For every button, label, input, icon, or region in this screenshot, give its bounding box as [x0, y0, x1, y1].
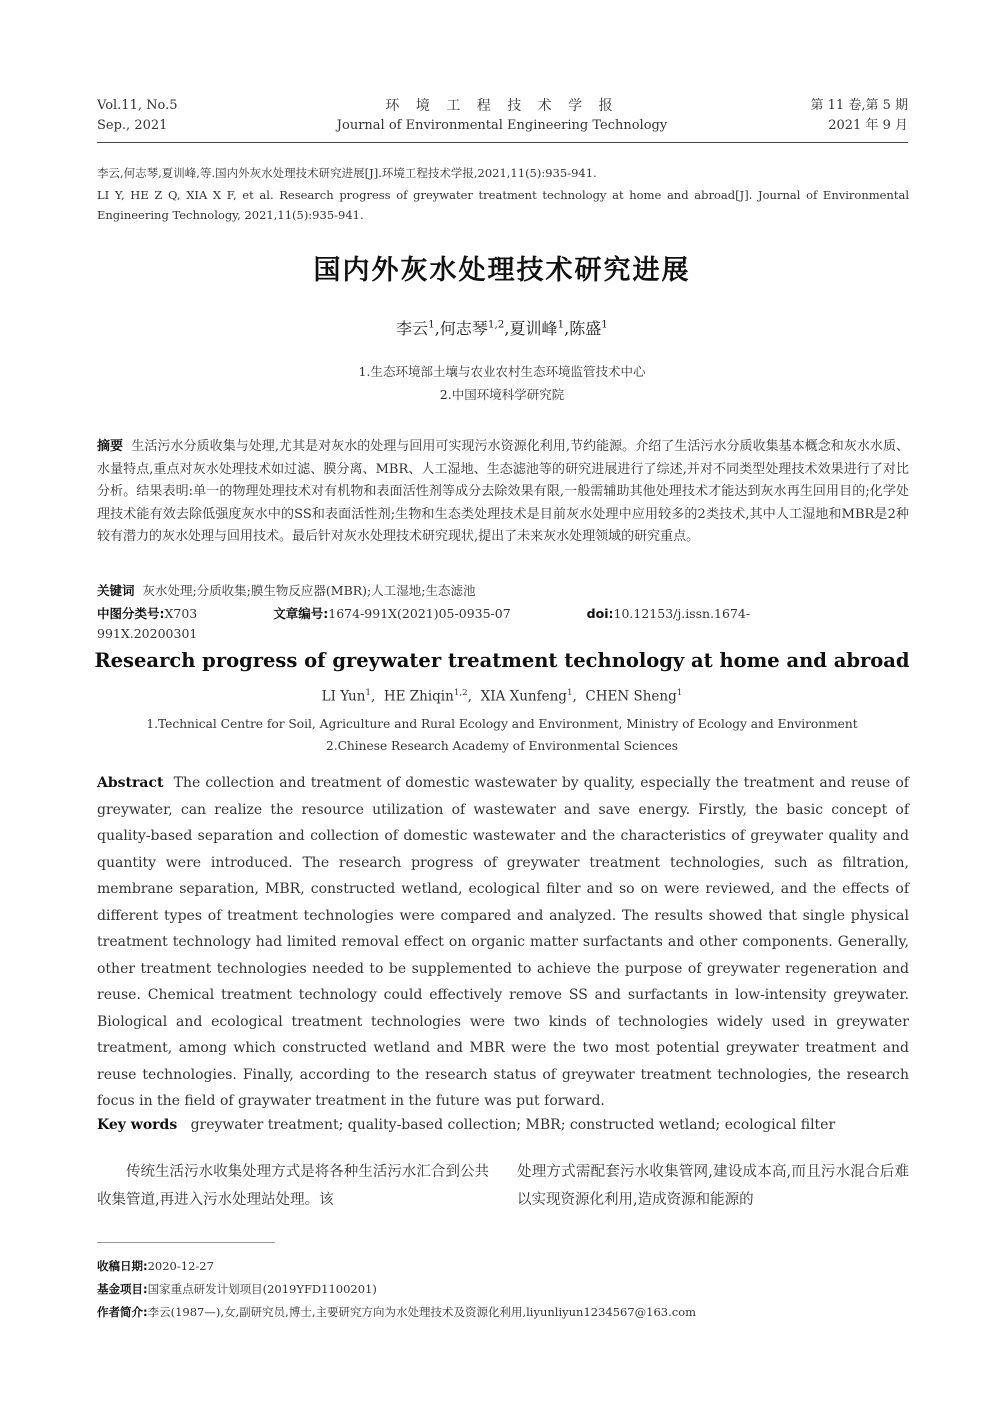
- abstract-cn: [97, 436, 909, 549]
- volume-en: Vol.11, No.5: [97, 98, 178, 113]
- author-name: XIA Xunfeng: [480, 688, 567, 705]
- clc-value: X703: [164, 606, 198, 621]
- footnote-received: [97, 1256, 909, 1276]
- keywords-cn-text: 灰水处理;分质收集;膜生物反应器(MBR);人工湿地;生态滤池: [142, 583, 476, 598]
- author-sup: 1,2: [453, 688, 468, 698]
- abstract-en: [97, 770, 909, 1115]
- abstract-en-label: Abstract: [97, 775, 164, 791]
- author-sup: 1: [428, 318, 435, 331]
- author-bio-label: 作者简介:: [97, 1305, 148, 1319]
- article-no-group: [273, 606, 546, 621]
- footnote-author: [97, 1302, 909, 1322]
- author-name: 陈盛: [569, 319, 602, 338]
- citation-cn: 李云,何志琴,夏训峰,等.国内外灰水处理技术研究进展[J].环境工程技术学报,2021,11(5):935-941.: [97, 166, 597, 180]
- author-name: 何志琴: [439, 319, 488, 338]
- affiliation-en-2: 2.Chinese Research Academy of Environmental Sciences: [325, 739, 679, 753]
- date-en: Sep., 2021: [97, 118, 168, 133]
- author-name: 李云: [396, 319, 429, 338]
- affiliation-en-1: 1.Technical Centre for Soil, Agriculture and Rural Ecology and Environment, Ministry of Ecology and Environment: [146, 717, 858, 731]
- author-sup: 1: [566, 688, 573, 698]
- author-bio-value: 李云(1987—),女,副研究员,博士,主要研究方向为水处理技术及资源化利用,liyunliyun1234567@163.com: [147, 1305, 697, 1319]
- date-cn: 2021 年 9 月: [828, 118, 908, 133]
- article-no-label: 文章编号:: [273, 606, 329, 621]
- clc-label: 中图分类号:: [97, 606, 165, 621]
- body-column-right: 处理方式需配套污水收集管网,建设成本高,而且污水混合后难以实现资源化利用,造成资源和能源的: [517, 1164, 909, 1208]
- affiliation-cn-2: 2.中国环境科学研究院: [439, 387, 565, 402]
- authors-en: LI Yun$^1$, HE Zhiqin$^{1,2}$, XIA Xunfeng$^1$, CHEN Sheng$^1$: [321, 688, 683, 705]
- citation-en: LI Y, HE Z Q, XIA X F, et al. Research progress of greywater treatment technology at home and abroad[J]. Journal of Environmental Engineering Technology, 2021,11(5):935-941.: [97, 188, 909, 222]
- author-name: CHEN Sheng: [585, 688, 677, 705]
- author-sup: 1,2: [487, 318, 505, 331]
- title-cn: 国内外灰水处理技术研究进展: [313, 255, 691, 286]
- header-right: [811, 96, 908, 136]
- keywords-en: [97, 1117, 909, 1133]
- author-sup: 1: [365, 688, 371, 698]
- authors-cn: 李云$^1$,何志琴$^{1,2}$,夏训峰$^1$,陈盛$^1$: [396, 318, 608, 338]
- author-name: 夏训峰: [509, 319, 558, 338]
- title-en: Research progress of greywater treatment technology at home and abroad: [94, 649, 910, 672]
- affiliation-cn-1: 1.生态环境部土壤与农业农村生态环境监管技术中心: [358, 364, 646, 379]
- keywords-en-text: greywater treatment; quality-based collection; MBR; constructed wetland; ecological filter: [190, 1117, 836, 1133]
- author-sup: 1: [676, 688, 683, 698]
- footnote-rule: [97, 1242, 275, 1243]
- fund-value: 国家重点研发计划项目(2019YFD1100201): [147, 1282, 377, 1296]
- author-name: HE Zhiqin: [383, 688, 454, 705]
- footnote-fund: [97, 1279, 909, 1299]
- author-sup: 1: [557, 318, 565, 331]
- journal-name-cn: 环 境 工 程 技 术 学 报: [385, 98, 619, 114]
- abstract-en-text: The collection and treatment of domestic wastewater by quality, especially the treatment and reuse of greywater, can realize the resource utilization of wastewater and save energy. Firstly, the basic concept of quality-based separation and collection of domestic wastewater and the characteristics of greywater quality and quantity were introduced. The research progress of greywater treatment technologies, such as filtration, membrane separation, MBR, constructed wetland, ecological filter and so on were reviewed, and the effects of different types of treatment technologies were compared and analyzed. The results showed that single physical treatment technology had limited removal effect on organic matter surfactants and other components. Generally, other treatment technologies needed to be supplemented to achieve the purpose of greywater regeneration and reuse. Chemical treatment technology could effectively remove SS and surfactants in low-intensity greywater. Biological and ecological treatment technologies were two kinds of technologies widely used in greywater treatment, among which constructed wetland and MBR were the two most potential greywater treatment and reuse technologies. Finally, according to the research status of greywater treatment technologies, the research focus in the field of graywater treatment in the future was put forward.: [97, 775, 909, 1109]
- received-label: 收稿日期:: [97, 1259, 148, 1273]
- body-column-left: 传统生活污水收集处理方式是将各种生活污水汇合到公共收集管道,再进入污水处理站处理。该: [97, 1164, 489, 1208]
- volume-cn: 第 11 卷,第 5 期: [810, 98, 908, 113]
- keywords-en-label: Key words: [97, 1117, 178, 1133]
- abstract-cn-text: 生活污水分质收集与处理,尤其是对灰水的处理与回用可实现污水资源化利用,节约能源。介绍了生活污水分质收集基本概念和灰水水质、水量特点,重点对灰水处理技术如过滤、膜分离、MBR、人工湿地、生态滤池等的研究进展进行了综述,并对不同类型处理技术效果进行了对比分析。结果表明:单一的物理处理技术对有机物和表面活性剂等成分去除效果有限,一般需辅助其他处理技术才能达到灰水再生回用目的;化学处理技术能有效去除低强度灰水中的SS和表面活性剂;生物和生态类处理技术是目前灰水处理中应用较多的2类技术,其中人工湿地和MBR是2种较有潜力的灰水处理与回用技术。最后针对灰水处理技术研究现状,提出了未来灰水处理领域的研究重点。: [97, 439, 909, 544]
- received-value: 2020-12-27: [147, 1259, 214, 1273]
- journal-name-en: Journal of Environmental Engineering Technology: [336, 118, 668, 133]
- classification-row: [97, 604, 909, 644]
- abstract-cn-label: 摘要: [97, 439, 124, 454]
- article-no-value: 1674-991X(2021)05-0935-07: [328, 606, 511, 621]
- keywords-cn: [97, 581, 909, 601]
- clc-group: [97, 606, 233, 621]
- header-rule: [97, 142, 908, 143]
- fund-label: 基金项目:: [97, 1282, 148, 1296]
- author-sup: 1: [601, 318, 608, 331]
- doi-label: doi:: [586, 606, 614, 621]
- doi-value: 10.12153/j.issn.1674-991X.20200301: [97, 606, 751, 641]
- author-name: LI Yun: [321, 688, 366, 705]
- keywords-cn-label: 关键词: [97, 583, 135, 598]
